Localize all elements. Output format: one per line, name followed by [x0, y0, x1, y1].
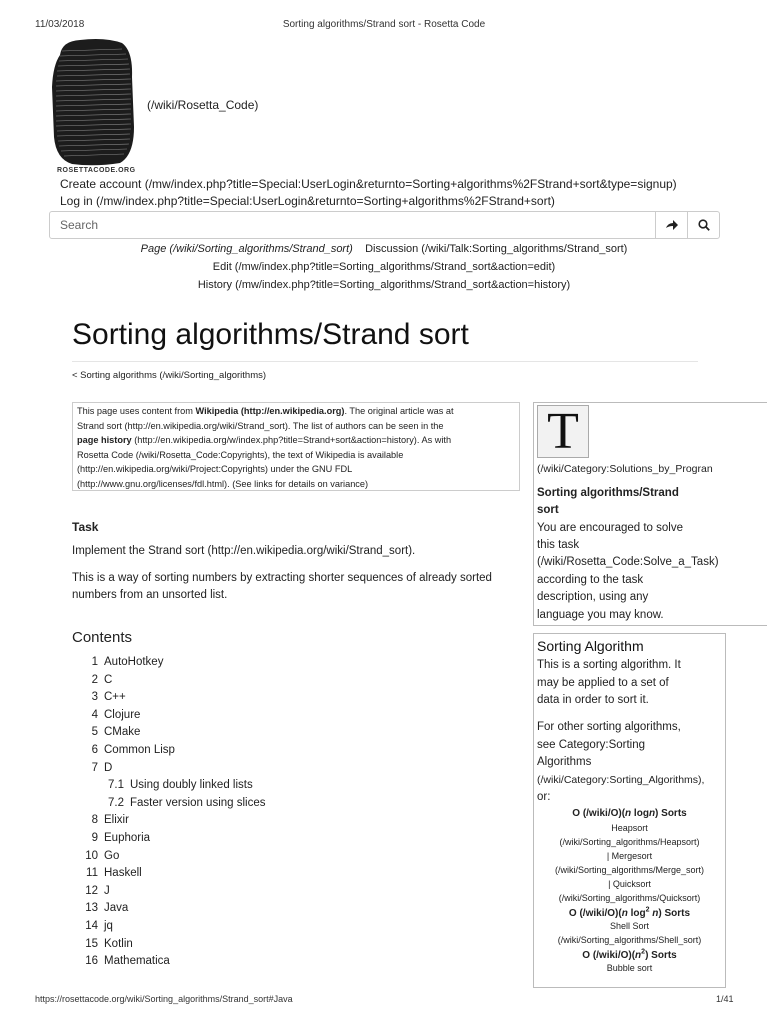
toc-subitem[interactable]: 7.1 Using doubly linked lists	[108, 779, 253, 792]
task-paragraph-line: This is a way of sorting numbers by extracting shorter sequences of already sorted	[72, 572, 492, 584]
search-input[interactable]: Search	[60, 218, 99, 232]
task-description: Implement the Strand sort (http://en.wikipedia.org/wiki/Strand_sort).	[72, 545, 416, 557]
task-heading: Task	[72, 520, 99, 534]
tab-discussion[interactable]: Discussion (/wiki/Talk:Sorting_algorithms/Strand_sort)	[365, 243, 628, 255]
footer-page-number: 1/41	[716, 994, 734, 1004]
search-bar	[49, 211, 720, 239]
heapsort-path[interactable]: (/wiki/Sorting_algorithms/Heapsort)	[559, 837, 700, 847]
sorting-heading: Sorting Algorithm	[537, 638, 644, 654]
toc-item[interactable]: 15 Kotlin	[85, 937, 133, 950]
wikipedia-notice	[72, 402, 520, 491]
toc-item[interactable]: 14 jq	[85, 919, 113, 932]
tab-edit[interactable]: Edit (/mw/index.php?title=Sorting_algorithms/Strand_sort&action=edit)	[212, 261, 556, 273]
other-line: or:	[537, 791, 551, 803]
heapsort-link[interactable]: Heapsort	[611, 823, 648, 833]
sorting-line: data in order to sort it.	[537, 694, 649, 706]
infobox-line: language you may know.	[537, 609, 664, 621]
toc-item[interactable]: 2 C	[91, 673, 113, 686]
tabs-row-1	[0, 243, 768, 255]
toc-item[interactable]: 5 CMake	[91, 726, 141, 739]
infobox-line: description, using any	[537, 591, 649, 603]
n2-heading[interactable]: O $(/wiki/O)(n^2)$ Sorts	[582, 949, 677, 962]
login-link[interactable]: Log in (/mw/index.php?title=Special:UserLogin&returnto=Sorting+algorithms%2FStrand+sort)	[60, 194, 555, 208]
toc-item[interactable]: 10 Go	[85, 849, 120, 862]
print-date: 11/03/2018	[35, 19, 85, 30]
sorting-line: may be applied to a set of	[537, 677, 669, 689]
toc-item[interactable]: 1 AutoHotkey	[91, 656, 164, 668]
title-divider	[72, 361, 698, 362]
wikipedia-link[interactable]: Wikipedia (http://en.wikipedia.org)	[195, 406, 345, 416]
sorting-line: This is a sorting algorithm. It	[537, 659, 681, 671]
toc-item[interactable]: 6 Common Lisp	[91, 743, 175, 756]
notice-text: Strand sort (http://en.wikipedia.org/wiki/Strand_sort). The list of authors can be seen in the	[77, 420, 444, 431]
logo-link[interactable]: (/wiki/Rosetta_Code)	[147, 98, 259, 112]
page-title: Sorting algorithms/Strand sort	[72, 318, 469, 351]
nlogn-heading[interactable]: O (/wiki/O)(n logn) Sorts	[572, 808, 687, 819]
table-of-contents	[83, 656, 266, 973]
rosetta-stone-logo[interactable]	[50, 37, 135, 167]
tab-history[interactable]: History (/mw/index.php?title=Sorting_algorithms/Strand_sort&action=history)	[197, 279, 571, 291]
breadcrumb[interactable]: < Sorting algorithms (/wiki/Sorting_algorithms)	[72, 370, 267, 381]
footer-url: https://rosettacode.org/wiki/Sorting_algorithms/Strand_sort#Java	[35, 994, 293, 1004]
task-paragraph-line: numbers from an unsorted list.	[72, 589, 228, 601]
print-title: Sorting algorithms/Strand sort - Rosetta Code	[282, 19, 486, 30]
infobox-line: according to the task	[537, 574, 644, 586]
infobox-line: this task	[537, 539, 580, 551]
toc-subitem[interactable]: 7.2 Faster version using slices	[108, 796, 266, 809]
sorting-category-link[interactable]: (/wiki/Category:Sorting_Algorithms),	[537, 774, 705, 786]
toc-item[interactable]: 13 Java	[85, 902, 129, 915]
task-icon[interactable]: T	[537, 405, 589, 458]
shellsort-link[interactable]: Shell Sort	[609, 921, 650, 931]
mergesort-link[interactable]: | Mergesort	[606, 851, 653, 861]
notice-text: . The original article was at	[344, 406, 454, 416]
toc-item[interactable]: 16 Mathematica	[85, 955, 170, 968]
contents-heading: Contents	[72, 629, 133, 646]
notice-text: This page uses content from	[77, 406, 196, 416]
other-line: Algorithms	[537, 756, 592, 768]
page-history-link[interactable]: page history	[77, 435, 132, 446]
toc-item[interactable]: 7 D	[91, 761, 113, 774]
shellsort-path[interactable]: (/wiki/Sorting_algorithms/Shell_sort)	[557, 935, 702, 945]
go-button[interactable]	[655, 212, 688, 238]
solve-task-link[interactable]: (/wiki/Rosetta_Code:Solve_a_Task)	[537, 556, 719, 568]
notice-text: (http://en.wikipedia.org/wiki/Project:Copyrights) under the GNU FDL	[77, 464, 353, 475]
bubblesort-link[interactable]: Bubble sort	[606, 963, 653, 973]
toc-item[interactable]: 3 C++	[91, 691, 126, 704]
quicksort-link[interactable]: | Quicksort	[608, 879, 651, 889]
infobox-title: sort	[537, 504, 559, 516]
tab-page[interactable]: Page (/wiki/Sorting_algorithms/Strand_sort)	[140, 243, 353, 255]
infobox-line: You are encouraged to solve	[537, 522, 683, 534]
toc-item[interactable]: 11 Haskell	[86, 867, 142, 880]
search-button[interactable]	[687, 212, 720, 238]
logo-text: ROSETTACODE.ORG	[57, 167, 136, 174]
arrow-right-icon	[666, 220, 678, 230]
nlog2n-heading[interactable]: O (/wiki/O)(n $\log^2 n$) Sorts	[568, 907, 691, 920]
search-icon	[698, 219, 710, 231]
create-account-link[interactable]: Create account (/mw/index.php?title=Special:UserLogin&returnto=Sorting+algorithms%2FStrand+sort&type=signup)	[60, 177, 677, 191]
other-line: see Category:Sorting	[537, 739, 646, 751]
toc-item[interactable]: 4 Clojure	[91, 708, 141, 721]
notice-text: (http://www.gnu.org/licenses/fdl.html). (See links for details on variance)	[77, 478, 369, 489]
toc-item[interactable]: 12 J	[85, 884, 110, 897]
other-line: For other sorting algorithms,	[537, 721, 681, 733]
category-link[interactable]: (/wiki/Category:Solutions_by_Progran	[537, 463, 713, 475]
toc-item[interactable]: 9 Euphoria	[91, 831, 151, 844]
notice-text: (http://en.wikipedia.org/w/index.php?title=Strand+sort&action=history). As with	[131, 435, 452, 446]
toc-item[interactable]: 8 Elixir	[91, 814, 129, 827]
quicksort-path[interactable]: (/wiki/Sorting_algorithms/Quicksort)	[558, 893, 701, 903]
notice-text: Rosetta Code (/wiki/Rosetta_Code:Copyrights), the text of Wikipedia is available	[77, 449, 404, 460]
mergesort-path[interactable]: (/wiki/Sorting_algorithms/Merge_sort)	[554, 865, 705, 875]
infobox-title: Sorting algorithms/Strand	[537, 487, 679, 499]
